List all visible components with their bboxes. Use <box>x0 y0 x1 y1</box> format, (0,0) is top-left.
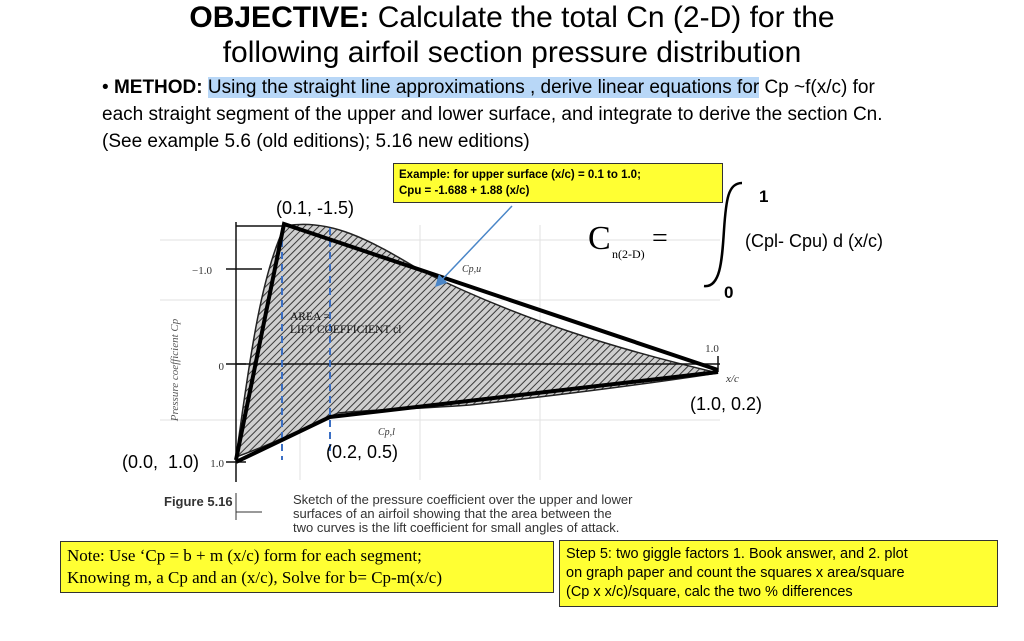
upper-curve-label: Cp,u <box>462 264 482 275</box>
example-box <box>393 163 723 203</box>
example-line-2: Cpu = -1.688 + 1.88 (x/c) <box>399 185 530 197</box>
equation-lhs-sub: n(2-D) <box>612 247 645 261</box>
title-line-1: OBJECTIVE: Calculate the total Cn (2-D) for the <box>189 1 835 34</box>
integral-lower-limit: 0 <box>724 283 734 302</box>
step5-line-3: (Cp x x/c)/square, calc the two % differences <box>566 584 853 600</box>
note-box <box>60 541 554 593</box>
note-line-1: Note: Use ‘Cp = b + m (x/c) form for each segment; <box>67 546 422 565</box>
lift-area <box>236 224 718 457</box>
caption-line-3: two curves is the lift coefficient for small angles of attack. <box>293 520 620 535</box>
area-label-2: LIFT COEFFICIENT cl <box>290 324 402 336</box>
x-axis-label: x/c <box>726 373 739 385</box>
method-highlight: Using the straight line approximations , derive linear equations for <box>207 77 760 98</box>
caption-line-2: surfaces of an airfoil showing that the area between the <box>293 506 612 521</box>
x-tick-1-label: 1.0 <box>705 343 719 355</box>
caption-line-1: Sketch of the pressure coefficient over the upper and lower <box>293 492 633 507</box>
area-label-1: AREA = <box>290 311 331 323</box>
point-label-right: (1.0, 0.2) <box>690 394 763 414</box>
lower-curve-label: Cp,l <box>378 427 395 438</box>
equation-equals: = <box>652 223 668 254</box>
step5-line-1: Step 5: two giggle factors 1. Book answer, and 2. plot <box>566 546 908 562</box>
method-paragraph: • METHOD: Using the straight line approximations , derive linear equations for Cp ~f(x/c) for each straight segment of the upper and lower surface, and integrate to derive the section Cn. (See example 5.6 (old editions); 5.16 new editions) <box>102 77 883 152</box>
step5-line-2: on graph paper and count the squares x area/square <box>566 565 905 581</box>
point-label-bottom: (0.2, 0.5) <box>326 442 399 462</box>
point-label-left: (0.0, 1.0) <box>122 452 200 472</box>
equation-integrand: (Cpl- Cpu) d (x/c) <box>745 231 884 251</box>
y-tick-neg1-label: −1.0 <box>192 265 212 277</box>
equation-lhs: C <box>588 220 611 257</box>
note-line-2: Knowing m, a Cp and an (x/c), Solve for b= Cp-m(x/c) <box>67 568 443 587</box>
step5-box <box>559 540 998 607</box>
y-tick-0-label: 0 <box>218 361 224 373</box>
title-line-2: following airfoil section pressure distribution <box>222 36 802 69</box>
y-tick-1-label: 1.0 <box>210 458 224 470</box>
figure-label: Figure 5.16 <box>164 494 233 509</box>
y-axis-label: Pressure coefficient Cp <box>169 318 181 422</box>
example-line-1: Example: for upper surface (x/c) = 0.1 to 1.0; <box>399 169 641 181</box>
integral-upper-limit: 1 <box>759 187 769 206</box>
point-label-top: (0.1, -1.5) <box>276 198 355 218</box>
